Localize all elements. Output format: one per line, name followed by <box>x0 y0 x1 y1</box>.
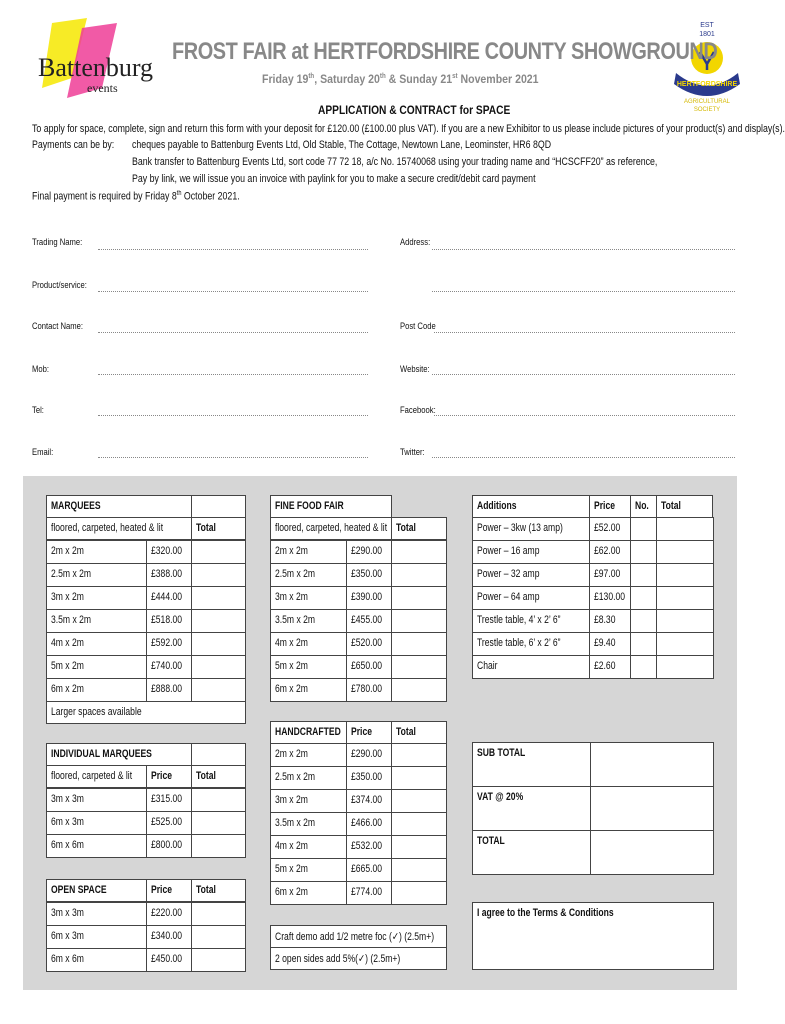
individual-total-header: Total <box>191 765 246 788</box>
battenburg-logo <box>32 18 154 113</box>
handcrafted-row-price: £290.00 <box>346 743 392 767</box>
vat-label: VAT @ 20% <box>472 786 591 831</box>
addition-row-price: £8.30 <box>589 609 631 633</box>
fine-food-row-total[interactable] <box>391 563 447 587</box>
fine-food-row-size: 5m x 2m <box>270 655 347 679</box>
addition-row-size: Trestle table, 6’ x 2’ 6” <box>472 632 590 656</box>
handcrafted-row-price: £466.00 <box>346 812 392 836</box>
logo-line1: AGRICULTURAL <box>684 99 730 105</box>
handcrafted-row-price: £350.00 <box>346 766 392 790</box>
fine-food-row-size: 2.5m x 2m <box>270 563 347 587</box>
marquee-row-price: £444.00 <box>146 586 192 610</box>
open-space-row-total[interactable] <box>191 925 246 949</box>
fine-food-total-header: Total <box>391 517 447 540</box>
address-field-2[interactable] <box>432 291 735 292</box>
fine-food-row-price: £390.00 <box>346 586 392 610</box>
open-space-row-size: 3m x 3m <box>46 902 147 926</box>
addition-row-qty[interactable] <box>630 517 657 541</box>
addition-row-size: Trestle table, 4’ x 2’ 6” <box>472 609 590 633</box>
open-space-row-total[interactable] <box>191 948 246 972</box>
website-label: Website: <box>400 364 430 374</box>
marquee-row-size: 3m x 2m <box>46 586 147 610</box>
fine-food-row-total[interactable] <box>391 655 447 679</box>
addition-row-size: Power – 3kw (13 amp) <box>472 517 590 541</box>
marquee-row-price: £388.00 <box>146 563 192 587</box>
handcrafted-row-total[interactable] <box>391 743 447 767</box>
tel-label: Tel: <box>32 405 44 415</box>
fine-food-row-price: £650.00 <box>346 655 392 679</box>
handcrafted-row-total[interactable] <box>391 835 447 859</box>
fine-food-row-size: 4m x 2m <box>270 632 347 656</box>
addition-row-price: £2.60 <box>589 655 631 679</box>
logo-est: EST <box>700 22 714 29</box>
addition-row-size: Power – 64 amp <box>472 586 590 610</box>
addition-row-price: £62.00 <box>589 540 631 564</box>
marquee-row-price: £888.00 <box>146 678 192 702</box>
post-code-label: Post Code <box>400 321 436 331</box>
marquee-row-size: 6m x 2m <box>46 678 147 702</box>
marquees-larger-note: Larger spaces available <box>46 701 246 724</box>
marquees-blank <box>191 495 246 518</box>
logo-text: Battenburg <box>38 53 154 82</box>
addition-row-total[interactable] <box>656 632 714 656</box>
open-space-heading: OPEN SPACE <box>46 879 147 902</box>
addition-row-size: Power – 32 amp <box>472 563 590 587</box>
fine-food-row-price: £455.00 <box>346 609 392 633</box>
individual-row-size: 6m x 3m <box>46 811 147 835</box>
logo-band-text: HERTFORDSHIRE <box>676 81 738 88</box>
contact-name-label: Contact Name: <box>32 321 84 331</box>
marquee-row-size: 2.5m x 2m <box>46 563 147 587</box>
mob-label: Mob: <box>32 364 50 374</box>
handcrafted-row-total[interactable] <box>391 858 447 882</box>
fine-food-subheading: floored, carpeted, heated & lit <box>270 517 392 540</box>
handcrafted-row-price: £665.00 <box>346 858 392 882</box>
marquee-row-total[interactable] <box>191 563 246 587</box>
handcrafted-row-size: 6m x 2m <box>270 881 347 905</box>
marquee-row-total[interactable] <box>191 655 246 679</box>
fine-food-row-size: 3m x 2m <box>270 586 347 610</box>
addition-row-qty[interactable] <box>630 586 657 610</box>
handcrafted-total-header: Total <box>391 721 447 744</box>
addition-row-qty[interactable] <box>630 540 657 564</box>
addition-row-total[interactable] <box>656 586 714 610</box>
individual-price-header: Price <box>146 765 192 788</box>
individual-row-total[interactable] <box>191 811 246 835</box>
individual-row-price: £800.00 <box>146 834 192 858</box>
marquee-row-price: £592.00 <box>146 632 192 656</box>
individual-row-size: 3m x 3m <box>46 788 147 812</box>
marquee-row-size: 5m x 2m <box>46 655 147 679</box>
addition-row-total[interactable] <box>656 563 714 587</box>
addition-row-total[interactable] <box>656 609 714 633</box>
open-sides-option[interactable]: 2 open sides add 5%(✓) (2.5m+) <box>270 947 447 970</box>
fine-food-row-price: £290.00 <box>346 540 392 564</box>
additions-price-header: Price <box>589 495 631 518</box>
individual-row-total[interactable] <box>191 834 246 858</box>
individual-blank <box>191 743 246 766</box>
marquee-row-total[interactable] <box>191 632 246 656</box>
vat-value[interactable] <box>590 786 714 831</box>
handcrafted-row-size: 2m x 2m <box>270 743 347 767</box>
individual-row-price: £525.00 <box>146 811 192 835</box>
fine-food-row-price: £520.00 <box>346 632 392 656</box>
facebook-label: Facebook: <box>400 405 436 415</box>
logo-line2: SOCIETY <box>693 107 721 113</box>
event-dates: Friday 19th, Saturday 20th & Sunday 21st November 2021 <box>262 72 539 86</box>
marquee-row-price: £740.00 <box>146 655 192 679</box>
addition-row-size: Power – 16 amp <box>472 540 590 564</box>
marquees-subheading: floored, carpeted, heated & lit <box>46 517 192 540</box>
addition-row-qty[interactable] <box>630 632 657 656</box>
final-payment: Final payment is required by Friday 8th October 2021. <box>32 190 240 203</box>
total-value[interactable] <box>590 830 714 875</box>
fine-food-row-price: £780.00 <box>346 678 392 702</box>
marquee-row-total[interactable] <box>191 540 246 564</box>
addition-row-qty[interactable] <box>630 563 657 587</box>
open-space-row-size: 6m x 3m <box>46 925 147 949</box>
open-space-row-size: 6m x 6m <box>46 948 147 972</box>
handcrafted-row-total[interactable] <box>391 881 447 905</box>
handcrafted-row-total[interactable] <box>391 789 447 813</box>
handcrafted-row-size: 3.5m x 2m <box>270 812 347 836</box>
fine-food-row-size: 3.5m x 2m <box>270 609 347 633</box>
intro-line: To apply for space, complete, sign and return this form with your deposit for £120.00 (£100.00 plus VAT). If you are a new Exhibitor to us please include pictures of your product(s) and display(s). <box>32 123 785 135</box>
trading-name-label: Trading Name: <box>32 237 83 247</box>
fine-food-row-total[interactable] <box>391 586 447 610</box>
product-field[interactable] <box>98 291 368 292</box>
fine-food-row-price: £350.00 <box>346 563 392 587</box>
handcrafted-row-size: 2.5m x 2m <box>270 766 347 790</box>
individual-row-size: 6m x 6m <box>46 834 147 858</box>
twitter-field[interactable] <box>432 457 735 458</box>
mob-field[interactable] <box>98 374 368 375</box>
handcrafted-row-price: £532.00 <box>346 835 392 859</box>
marquee-row-total[interactable] <box>191 609 246 633</box>
payment-cheque: cheques payable to Battenburg Events Ltd, Old Stable, The Cottage, Newtown Lane, Leominster, HR6 8QD <box>132 139 552 151</box>
fine-food-row-total[interactable] <box>391 632 447 656</box>
contact-name-field[interactable] <box>98 332 368 333</box>
page-title: FROST FAIR at HERTFORDSHIRE COUNTY SHOWGROUND <box>172 38 718 65</box>
addition-row-price: £52.00 <box>589 517 631 541</box>
marquee-row-total[interactable] <box>191 678 246 702</box>
marquee-row-size: 3.5m x 2m <box>46 609 147 633</box>
logo-year: 1801 <box>699 31 715 38</box>
individual-subheading: floored, carpeted & lit <box>46 765 147 788</box>
product-label: Product/service: <box>32 280 87 290</box>
marquee-row-total[interactable] <box>191 586 246 610</box>
facebook-field[interactable] <box>434 415 735 416</box>
marquees-heading: MARQUEES <box>46 495 192 518</box>
additions-no-header: No. <box>630 495 657 518</box>
open-space-row-total[interactable] <box>191 902 246 926</box>
individual-heading: INDIVIDUAL MARQUEES <box>46 743 192 766</box>
fine-food-row-total[interactable] <box>391 678 447 702</box>
handcrafted-row-size: 3m x 2m <box>270 789 347 813</box>
payment-bank: Bank transfer to Battenburg Events Ltd, sort code 77 72 18, a/c No. 15740068 using your trading name and “HCSCFF20” as reference, <box>132 156 658 168</box>
individual-row-total[interactable] <box>191 788 246 812</box>
additions-heading: Additions <box>472 495 590 518</box>
fine-food-row-size: 2m x 2m <box>270 540 347 564</box>
address-field[interactable] <box>432 249 735 250</box>
addition-row-price: £97.00 <box>589 563 631 587</box>
sub-total-value[interactable] <box>590 742 714 787</box>
handcrafted-row-price: £374.00 <box>346 789 392 813</box>
open-space-price-header: Price <box>146 879 192 902</box>
addition-row-qty[interactable] <box>630 655 657 679</box>
trading-name-field[interactable] <box>98 249 368 250</box>
marquees-total-header: Total <box>191 517 246 540</box>
hertfordshire-society-logo <box>672 18 742 123</box>
addition-row-price: £9.40 <box>589 632 631 656</box>
open-space-row-price: £220.00 <box>146 902 192 926</box>
marquee-row-size: 2m x 2m <box>46 540 147 564</box>
tel-field[interactable] <box>98 415 368 416</box>
email-field[interactable] <box>98 457 368 458</box>
handcrafted-row-total[interactable] <box>391 766 447 790</box>
logo-subtext: events <box>87 81 118 95</box>
fine-food-heading: FINE FOOD FAIR <box>270 495 392 518</box>
twitter-label: Twitter: <box>400 447 425 457</box>
agree-terms-box[interactable]: I agree to the Terms & Conditions <box>472 902 714 970</box>
handcrafted-row-total[interactable] <box>391 812 447 836</box>
open-space-row-price: £340.00 <box>146 925 192 949</box>
handcrafted-row-price: £774.00 <box>346 881 392 905</box>
total-label: TOTAL <box>472 830 591 875</box>
marquee-row-price: £518.00 <box>146 609 192 633</box>
addition-row-qty[interactable] <box>630 609 657 633</box>
handcrafted-price-header: Price <box>346 721 392 744</box>
payments-label: Payments can be by: <box>32 139 115 151</box>
open-space-row-price: £450.00 <box>146 948 192 972</box>
marquee-row-size: 4m x 2m <box>46 632 147 656</box>
addition-row-price: £130.00 <box>589 586 631 610</box>
individual-row-price: £315.00 <box>146 788 192 812</box>
handcrafted-row-size: 4m x 2m <box>270 835 347 859</box>
email-label: Email: <box>32 447 54 457</box>
address-label: Address: <box>400 237 431 247</box>
open-space-total-header: Total <box>191 879 246 902</box>
handcrafted-row-size: 5m x 2m <box>270 858 347 882</box>
fine-food-row-size: 6m x 2m <box>270 678 347 702</box>
addition-row-size: Chair <box>472 655 590 679</box>
sub-total-label: SUB TOTAL <box>472 742 591 787</box>
additions-total-header: Total <box>656 495 713 518</box>
post-code-field[interactable] <box>434 332 735 333</box>
fine-food-row-total[interactable] <box>391 540 447 564</box>
addition-row-total[interactable] <box>656 517 714 541</box>
addition-row-total[interactable] <box>656 540 714 564</box>
addition-row-total[interactable] <box>656 655 714 679</box>
marquee-row-price: £320.00 <box>146 540 192 564</box>
website-field[interactable] <box>432 374 735 375</box>
application-title: APPLICATION & CONTRACT for SPACE <box>318 103 511 117</box>
craft-demo-option[interactable]: Craft demo add 1/2 metre foc (✓) (2.5m+) <box>270 925 447 948</box>
payment-link: Pay by link, we will issue you an invoice with paylink for you to make a secure credit/debit card payment <box>132 173 536 185</box>
fine-food-row-total[interactable] <box>391 609 447 633</box>
handcrafted-heading: HANDCRAFTED <box>270 721 347 744</box>
